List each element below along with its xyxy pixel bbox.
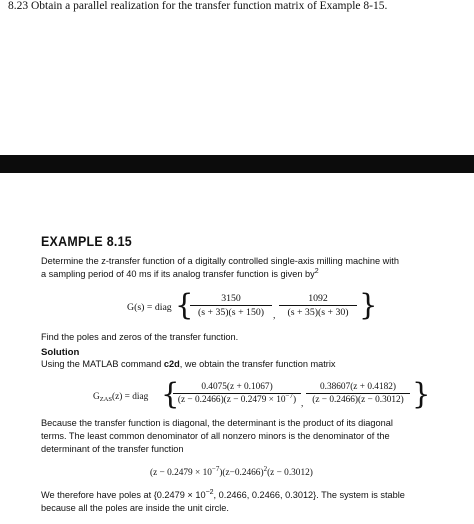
gs-fraction-2 <box>279 293 357 318</box>
gs-frac2-num: 1092 <box>279 293 357 306</box>
gz-right-brace: } <box>412 377 431 411</box>
gs-fraction-1 <box>190 293 272 318</box>
footnote-marker: 2 <box>314 268 319 275</box>
intro-text <box>41 255 399 281</box>
gz-equation <box>0 379 474 413</box>
poles-line-1: We therefore have poles at {$0.2479 \times 10^{-2}$, 0.2466, 0.2466, 0.3012}. The system is stable <box>41 489 405 500</box>
solution-heading: Solution <box>41 347 80 358</box>
gz-frac2-num: 0.38607(z + 0.4182) <box>306 382 410 394</box>
gs-left-brace: { <box>175 288 194 322</box>
determinant-expression: $(z - 0.2479 \times 10^{-7})(z-0.2466)^2(z - 0.3012)$ <box>150 465 313 478</box>
because-text <box>41 417 393 456</box>
gs-frac2-den: (s + 35)(s + 30) <box>287 307 349 318</box>
problem-statement: 8.23 Obtain a parallel realization for the transfer function matrix of Example 8-15. <box>8 0 388 12</box>
intro-line-2: a sampling period of 40 ms if its analog transfer function is given $by^2$ <box>41 268 319 279</box>
gz-frac1-num: 0.4075(z + 0.1067) <box>173 382 301 394</box>
gz-frac1-den: $(z - 0.2466)(z - 0.2479 \times 10^{-7})$ <box>177 392 297 405</box>
gz-fraction-2 <box>306 382 410 405</box>
gs-separator: , <box>273 310 276 321</box>
intro-line-1: Determine the z-transfer function of a digitally controlled single-axis milling machine with <box>41 256 399 266</box>
gz-frac2-den: (z − 0.2466)(z − 0.3012) <box>312 395 404 405</box>
gs-equation <box>0 290 474 324</box>
gs-lhs: G(s) = diag <box>127 302 172 313</box>
example-title: EXAMPLE 8.15 <box>41 234 132 249</box>
gz-separator: , <box>301 399 304 409</box>
gz-fraction-1 <box>173 382 301 405</box>
gz-lhs: $G_{ZAS}(z)$ = diag <box>93 392 149 403</box>
solution-text: Using the MATLAB command c2d, we obtain the transfer function matrix <box>41 359 336 369</box>
gs-right-brace: } <box>359 288 378 322</box>
matlab-command: c2d <box>163 359 180 369</box>
because-line-1: Because the transfer function is diagonal, the determinant is the product of its diagonal <box>41 418 393 428</box>
because-line-2: terms. The least common denominator of all nonzero minors is the denominator of the <box>41 431 390 441</box>
gz-left-brace: { <box>161 377 180 411</box>
find-text: Find the poles and zeros of the transfer function. <box>41 332 239 342</box>
because-line-3: determinant of the transfer function <box>41 444 184 454</box>
poles-line-2: because all the poles are inside the unit circle. <box>41 503 229 513</box>
gs-frac1-den: (s + 35)(s + 150) <box>197 307 264 318</box>
black-separator-band <box>0 155 474 173</box>
poles-text <box>41 489 405 515</box>
gs-frac1-num: 3150 <box>190 293 272 306</box>
